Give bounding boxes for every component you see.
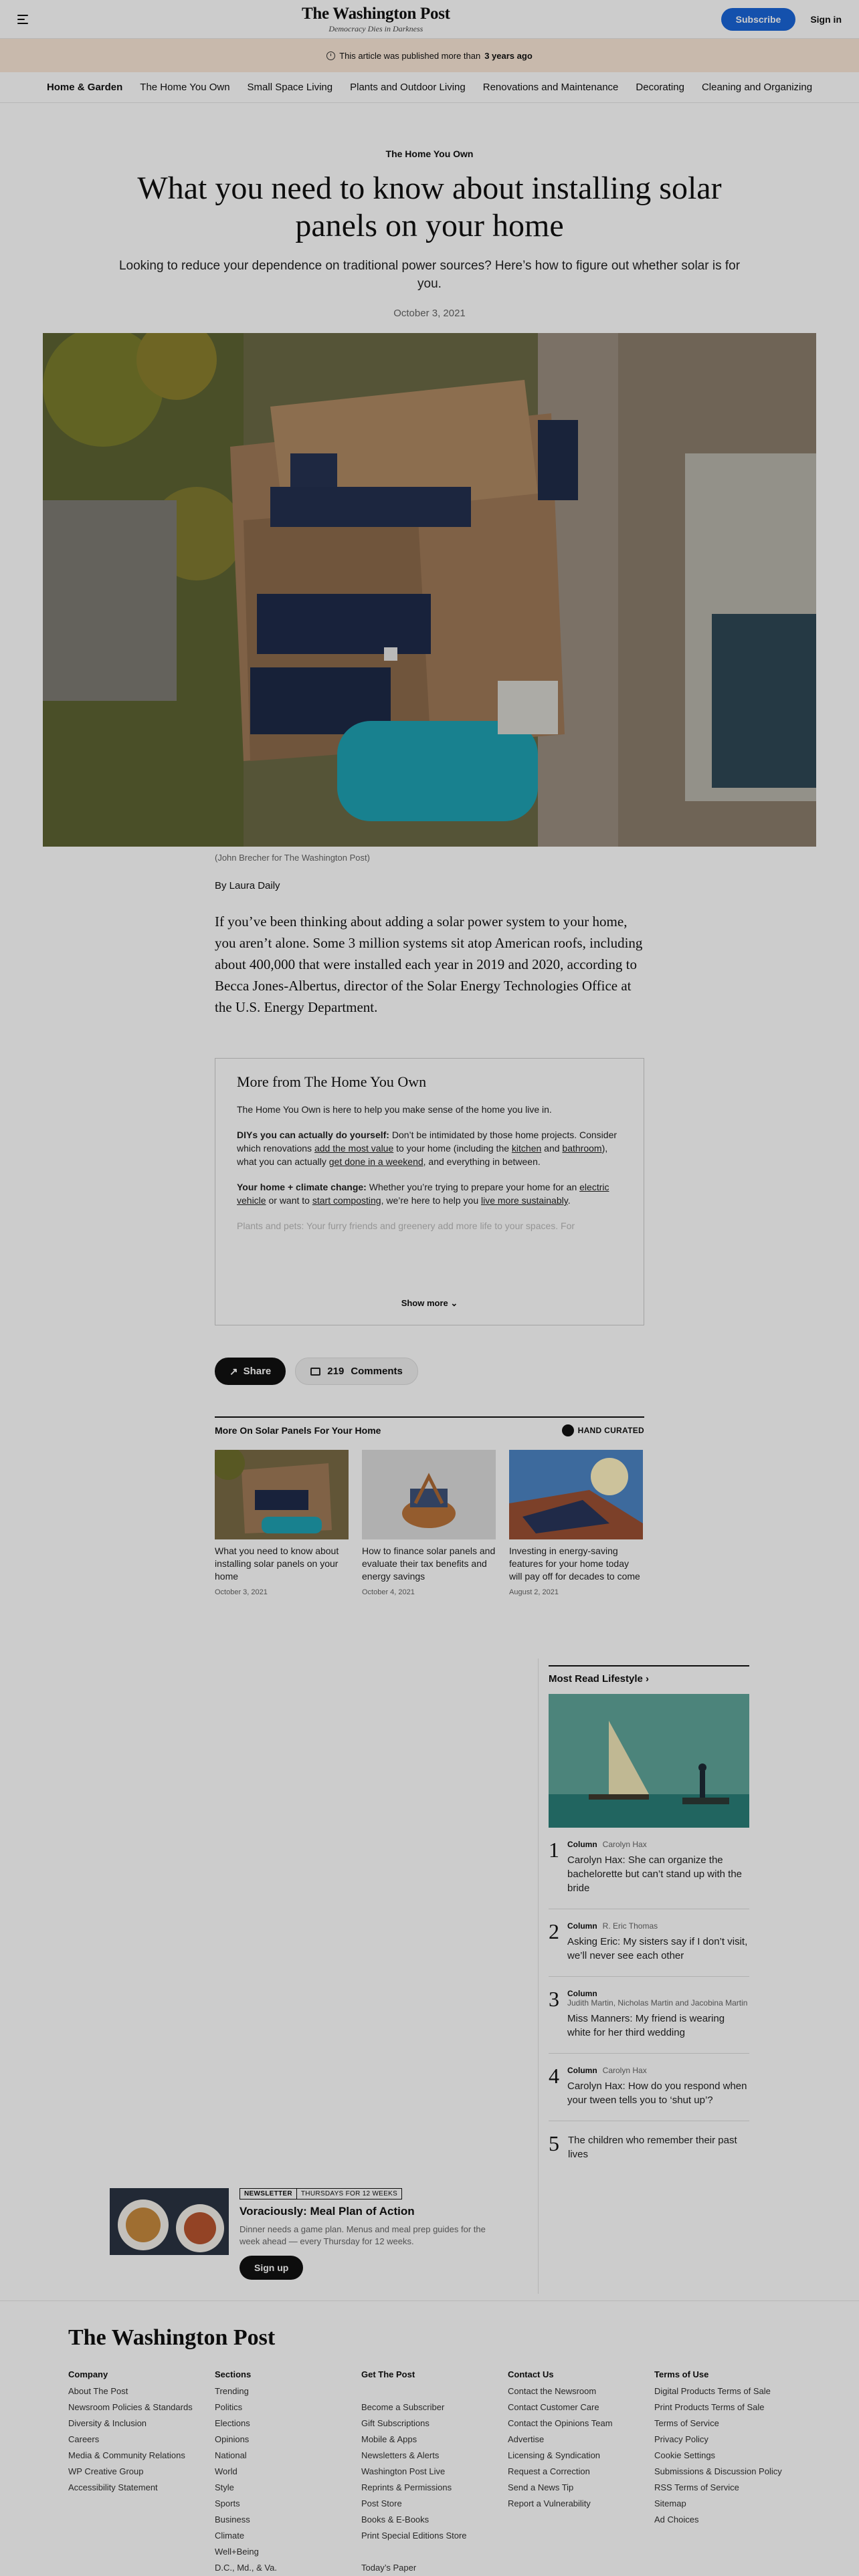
footer-column	[68, 2369, 215, 2576]
footer-link[interactable]: Sports	[215, 2498, 240, 2508]
footer-link[interactable]: Ad Choices	[654, 2514, 699, 2525]
footer-link[interactable]: Sitemap	[654, 2498, 686, 2508]
footer-link[interactable]: Post Store	[361, 2498, 402, 2508]
footer-link[interactable]: Style	[215, 2482, 234, 2492]
footer-link[interactable]: Politics	[215, 2402, 243, 2412]
article-kicker[interactable]: The Home You Own	[385, 148, 474, 159]
rank-number: 3	[549, 1987, 559, 2011]
newsletter-description: Dinner needs a game plan. Menus and meal prep guides for the week ahead — every Thursday for 12 weeks.	[240, 2224, 486, 2246]
diy-text-5: , and everything in between.	[423, 1156, 541, 1167]
card-thumbnail	[362, 1450, 496, 1539]
footer-link[interactable]: RSS Terms of Service	[654, 2482, 739, 2492]
nav-home-garden[interactable]: Home & Garden	[46, 82, 123, 93]
footer-link[interactable]: Gift Subscriptions	[361, 2418, 430, 2428]
card-thumbnail	[215, 1450, 349, 1539]
footer-link[interactable]: Opinions	[215, 2434, 250, 2444]
item-title[interactable]: Asking Eric: My sisters say if I don’t visit, we’ll never see each other	[567, 1936, 748, 1961]
fade-overlay	[215, 1239, 644, 1293]
item-title[interactable]: Miss Manners: My friend is wearing white for her third wedding	[567, 2013, 725, 2038]
rank-number: 5	[549, 2131, 559, 2155]
footer-link[interactable]: D.C., Md., & Va.	[215, 2563, 277, 2573]
climate-text-2: or want to	[266, 1195, 312, 1206]
footer-link[interactable]: Business	[215, 2514, 250, 2525]
footer-link[interactable]: Contact Customer Care	[508, 2402, 599, 2412]
more-from-box	[215, 1058, 644, 1325]
chevron-right-icon: ›	[646, 1673, 650, 1685]
item-title[interactable]: The children who remember their past lives	[568, 2135, 737, 2160]
link-bathroom[interactable]: bathroom	[562, 1143, 602, 1154]
link-live-sustainably[interactable]: live more sustainably	[481, 1195, 568, 1206]
footer-column-heading: Sections	[215, 2369, 252, 2379]
more-from-intro: The Home You Own is here to help you make sense of the home you live in.	[237, 1104, 552, 1115]
rank-number: 4	[549, 2064, 559, 2088]
article-dek: Looking to reduce your dependence on traditional power sources? Here’s how to figure out whether solar is for you.	[118, 259, 741, 291]
section-nav	[0, 72, 859, 103]
card-date: October 4, 2021	[362, 1588, 415, 1596]
share-icon: ↗	[229, 1366, 238, 1378]
footer-link[interactable]: Request a Correction	[508, 2466, 590, 2476]
footer-link[interactable]: Washington Post Live	[361, 2466, 446, 2476]
footer-column-heading: Terms of Use	[654, 2369, 709, 2379]
link-weekend[interactable]: get done in a weekend	[328, 1156, 423, 1167]
hero-image	[43, 333, 816, 847]
nav-plants-outdoor[interactable]: Plants and Outdoor Living	[350, 82, 466, 93]
footer-link[interactable]: Contact the Opinions Team	[508, 2418, 613, 2428]
footer-link[interactable]: Accessibility Statement	[68, 2482, 158, 2492]
footer-link[interactable]: Well+Being	[215, 2547, 259, 2557]
most-read-heading[interactable]	[549, 1673, 749, 1685]
link-electric-vehicle[interactable]: electric vehicle	[237, 1182, 609, 1206]
share-label: Share	[243, 1366, 272, 1377]
footer-link[interactable]: World	[215, 2466, 237, 2476]
article-date: October 3, 2021	[393, 308, 466, 319]
most-read-image[interactable]	[549, 1694, 749, 1828]
show-more-label: Show more	[401, 1298, 448, 1308]
footer-columns	[68, 2369, 801, 2576]
footer-link[interactable]: Contact the Newsroom	[508, 2386, 597, 2396]
more-from-title: More from The Home You Own	[237, 1073, 427, 1090]
sign-in-link[interactable]: Sign in	[810, 13, 842, 25]
comment-icon	[310, 1368, 320, 1376]
published-notice	[0, 39, 859, 72]
climate-heading: Your home + climate change:	[237, 1182, 367, 1192]
footer-link[interactable]: Cookie Settings	[654, 2450, 716, 2460]
footer-column-heading: Contact Us	[508, 2369, 554, 2379]
link-add-most-value[interactable]: add the most value	[314, 1143, 394, 1154]
climate-text-3: , we’re here to help you	[381, 1195, 481, 1206]
solar-card[interactable]	[509, 1450, 643, 1596]
most-read-item[interactable]	[549, 2121, 749, 2175]
footer-link[interactable]: Licensing & Syndication	[508, 2450, 601, 2460]
footer-link[interactable]: Send a News Tip	[508, 2482, 574, 2492]
item-author: R. Eric Thomas	[602, 1921, 658, 1931]
logo[interactable]: The Washington Post	[301, 4, 450, 23]
nav-home-you-own[interactable]: The Home You Own	[140, 82, 230, 93]
footer-link[interactable]: Media & Community Relations	[68, 2450, 185, 2460]
footer-link[interactable]: Digital Products Terms of Sale	[654, 2386, 771, 2396]
more-from-plants: Plants and pets: Your furry friends and greenery add more life to your spaces. For	[237, 1220, 575, 1231]
menu-icon[interactable]	[17, 14, 31, 25]
wp-badge-icon	[562, 1424, 574, 1436]
footer-link[interactable]: Privacy Policy	[654, 2434, 708, 2444]
footer-link[interactable]: Advertise	[508, 2434, 545, 2444]
byline[interactable]: By Laura Daily	[215, 880, 280, 891]
most-read-item[interactable]	[549, 2054, 749, 2121]
diy-text-4: ), what you can actually	[237, 1143, 608, 1167]
footer-link[interactable]: Books & E-Books	[361, 2514, 430, 2525]
rank-number: 1	[549, 1838, 559, 1862]
footer-link[interactable]: Mobile & Apps	[361, 2434, 417, 2444]
diy-heading: DIYs you can actually do yourself:	[237, 1130, 389, 1140]
tagline: Democracy Dies in Darkness	[328, 23, 423, 33]
footer-link[interactable]: Trending	[215, 2386, 249, 2396]
published-notice-text: This article was published more than	[339, 50, 481, 61]
footer-column	[508, 2369, 654, 2576]
hand-curated-label: HAND CURATED	[577, 1426, 644, 1435]
footer-link[interactable]: Print Products Terms of Sale	[654, 2402, 765, 2412]
item-label: Column	[567, 2066, 597, 2075]
footer-link[interactable]: Diversity & Inclusion	[68, 2418, 147, 2428]
more-on-solar-module	[215, 1416, 644, 1596]
footer-link[interactable]: Report a Vulnerability	[508, 2498, 591, 2508]
solar-card[interactable]	[362, 1450, 496, 1596]
link-composting[interactable]: start composting	[312, 1195, 381, 1206]
climate-text-4: .	[567, 1195, 571, 1206]
nav-cleaning[interactable]: Cleaning and Organizing	[701, 82, 813, 93]
item-author: Carolyn Hax	[602, 1840, 647, 1849]
comments-label: Comments	[351, 1366, 403, 1377]
footer-link[interactable]: Newsroom Policies & Standards	[68, 2402, 193, 2412]
item-label: Column	[567, 1921, 597, 1931]
climate-text-1: Whether you’re trying to prepare your home for an	[366, 1182, 580, 1192]
card-date: August 2, 2021	[509, 1588, 559, 1596]
most-read-heading-label: Most Read Lifestyle	[549, 1673, 643, 1685]
most-read-module	[549, 1665, 749, 2175]
footer-column-heading: Get The Post	[361, 2369, 415, 2379]
most-read-item[interactable]	[549, 1828, 749, 1909]
diy-text-1: Don’t be intimidated by those home projects. Consider which renovations	[237, 1130, 617, 1154]
card-thumbnail	[509, 1450, 643, 1539]
share-button[interactable]	[215, 1358, 286, 1385]
top-bar	[0, 0, 859, 39]
rank-number: 2	[549, 1919, 559, 1943]
footer-column-heading: Company	[68, 2369, 108, 2379]
article-headline: What you need to know about installing solar panels on your home	[137, 171, 722, 243]
masthead[interactable]	[302, 5, 450, 34]
newsletter-tags	[240, 2188, 507, 2199]
clock-icon	[326, 51, 335, 60]
most-read-item[interactable]	[549, 1909, 749, 1977]
footer-link[interactable]: Terms of Service	[654, 2418, 719, 2428]
footer-link[interactable]: Elections	[215, 2418, 250, 2428]
card-title[interactable]: What you need to know about installing solar panels on your home	[215, 1545, 339, 1582]
item-author: Judith Martin, Nicholas Martin and Jacobina Martin	[567, 1998, 748, 2008]
footer-column	[361, 2369, 508, 2576]
top-actions	[721, 8, 842, 31]
footer-spacer	[361, 2544, 508, 2560]
footer-link[interactable]: WP Creative Group	[68, 2466, 144, 2476]
footer-link[interactable]: Become a Subscriber	[361, 2402, 445, 2412]
more-from-diy	[237, 1128, 622, 1168]
solar-card[interactable]	[215, 1450, 349, 1596]
item-title[interactable]: Carolyn Hax: How do you respond when your tween tells you to ‘shut up’?	[567, 2080, 747, 2106]
footer	[0, 2300, 859, 2576]
published-notice-age: 3 years ago	[484, 50, 533, 61]
article-body-paragraph: If you’ve been thinking about adding a solar power system to your home, you aren’t alone. Some 3 million systems sit atop American roofs, including about 400,000 that were installed each year in 2019 and 2020, according to Becca Jones-Albertus, director of the Solar Energy Technologies Office at the U.S. Energy Department.	[215, 914, 643, 1015]
subscribe-button[interactable]: Subscribe	[721, 8, 796, 31]
newsletter-image	[110, 2188, 229, 2255]
newsletter-tag: NEWSLETTER	[240, 2188, 297, 2199]
newsletter-promo	[110, 2188, 511, 2280]
footer-link[interactable]: Print Special Editions Store	[361, 2531, 467, 2541]
more-on-solar-heading: More On Solar Panels For Your Home	[215, 1425, 381, 1436]
newsletter-title: Voraciously: Meal Plan of Action	[240, 2205, 415, 2218]
footer-link[interactable]: Climate	[215, 2531, 245, 2541]
diy-text-2: to your home (including the	[393, 1143, 512, 1154]
item-author: Carolyn Hax	[602, 2066, 647, 2075]
footer-column	[215, 2369, 361, 2576]
image-caption: (John Brecher for The Washington Post)	[215, 853, 370, 863]
column-divider	[538, 1658, 539, 2294]
footer-link[interactable]: Today’s Paper	[361, 2563, 417, 2573]
more-from-climate	[237, 1180, 622, 1207]
share-bar	[215, 1358, 418, 1385]
footer-link[interactable]: About The Post	[68, 2386, 128, 2396]
most-read-item[interactable]	[549, 1977, 749, 2054]
comments-button[interactable]	[295, 1358, 418, 1385]
newsletter-signup-button[interactable]: Sign up	[240, 2256, 303, 2280]
footer-link[interactable]: National	[215, 2450, 247, 2460]
footer-link[interactable]: Submissions & Discussion Policy	[654, 2466, 782, 2476]
link-kitchen[interactable]: kitchen	[511, 1143, 542, 1154]
footer-link[interactable]: Reprints & Permissions	[361, 2482, 452, 2492]
nav-decorating[interactable]: Decorating	[636, 82, 684, 93]
footer-link[interactable]: Newsletters & Alerts	[361, 2450, 440, 2460]
nav-renovations[interactable]: Renovations and Maintenance	[482, 82, 619, 93]
show-more-button[interactable]	[215, 1298, 644, 1309]
footer-spacer	[361, 2383, 508, 2399]
comments-count: 219	[327, 1366, 345, 1377]
footer-link[interactable]: Careers	[68, 2434, 100, 2444]
card-title[interactable]: Investing in energy-saving features for your home today will pay off for decades to come	[509, 1545, 640, 1582]
nav-small-space-living[interactable]: Small Space Living	[247, 82, 333, 93]
card-title[interactable]: How to finance solar panels and evaluate their tax benefits and energy savings	[362, 1545, 496, 1582]
hand-curated-badge	[562, 1424, 644, 1436]
item-label: Column	[567, 1840, 597, 1849]
footer-logo[interactable]: The Washington Post	[68, 2325, 276, 2350]
item-label: Column	[567, 1989, 597, 1998]
footer-column	[654, 2369, 801, 2576]
item-title[interactable]: Carolyn Hax: She can organize the bachelorette but can’t stand up with the bride	[567, 1854, 743, 1894]
card-date: October 3, 2021	[215, 1588, 268, 1596]
chevron-down-icon: ⌄	[450, 1298, 458, 1308]
newsletter-frequency: THURSDAYS FOR 12 WEEKS	[297, 2188, 402, 2199]
diy-text-3: and	[541, 1143, 563, 1154]
